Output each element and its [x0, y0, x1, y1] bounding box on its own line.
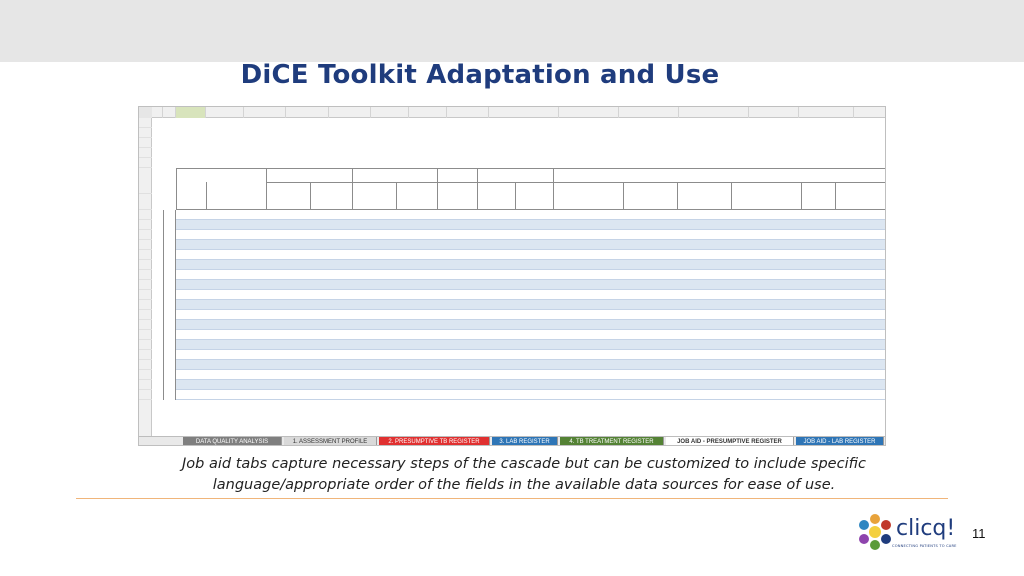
table-cell: [623, 240, 673, 250]
table-cell: [553, 210, 619, 220]
data-row-band: [176, 330, 886, 340]
table-cell: [310, 280, 348, 290]
clicq-logo: [856, 513, 966, 553]
table-cell: [677, 240, 727, 250]
table-cell: [310, 220, 348, 230]
table-cell: [731, 290, 797, 300]
column-header-j: [447, 107, 489, 118]
data-row-band: [176, 380, 886, 390]
table-cell: [731, 280, 797, 290]
table-cell: [835, 220, 883, 230]
table-cell: [515, 220, 549, 230]
table-cell: [677, 220, 727, 230]
row-header-23: [139, 360, 152, 370]
sheet-tabs: [139, 436, 886, 446]
column-label-9: [515, 182, 553, 210]
table-cell: [206, 270, 242, 280]
table-cell: [731, 220, 797, 230]
table-cell: [352, 220, 392, 230]
table-cell: [266, 300, 306, 310]
row-header-11: [139, 240, 152, 250]
table-cell: [623, 230, 673, 240]
table-cell: [553, 310, 619, 320]
table-cell: [437, 290, 473, 300]
column-label-14: [801, 182, 835, 210]
table-cell: [515, 250, 549, 260]
table-cell: [515, 260, 549, 270]
table-cell: [623, 300, 673, 310]
table-cell: [352, 320, 392, 330]
table-cell: [310, 270, 348, 280]
column-header-g: [329, 107, 371, 118]
table-cell: [396, 300, 433, 310]
caption-line-2: language/appropriate order of the fields in the available data sources for ease of use.: [212, 477, 836, 493]
table-cell: [477, 230, 511, 240]
table-cell: [206, 310, 242, 320]
table-cell: [266, 230, 306, 240]
table-cell: [477, 260, 511, 270]
table-cell: [396, 310, 433, 320]
table-cell: [801, 320, 831, 330]
column-label-11: [623, 182, 677, 210]
column-label-12: [677, 182, 731, 210]
table-cell: [801, 280, 831, 290]
data-row-band: [176, 390, 886, 400]
table-cell: [206, 210, 242, 220]
table-cell: [206, 230, 242, 240]
sheet-tab-7[interactable]: JOB AID - LAB REGISTER: [796, 437, 884, 446]
table-cell: [206, 300, 242, 310]
table-cell: [731, 320, 797, 330]
table-cell: [396, 230, 433, 240]
table-cell: [623, 220, 673, 230]
row-header-16: [139, 290, 152, 300]
table-cell: [835, 230, 883, 240]
spreadsheet-screenshot: [138, 106, 886, 446]
table-cell: [266, 210, 306, 220]
table-cell: [477, 270, 511, 280]
table-cell: [176, 290, 204, 300]
table-cell: [623, 280, 673, 290]
column-header-m: [619, 107, 679, 118]
table-cell: [835, 240, 883, 250]
table-cell: [206, 260, 242, 270]
table-cell: [206, 280, 242, 290]
sheet-tab-1[interactable]: DATA QUALITY ANALYSIS: [183, 437, 282, 446]
table-cell: [176, 320, 204, 330]
table-cell: [731, 260, 797, 270]
table-cell: [835, 280, 883, 290]
select-all-corner: [139, 107, 152, 118]
table-cell: [437, 270, 473, 280]
table-cell: [515, 240, 549, 250]
row-header-19: [139, 320, 152, 330]
row-header-22: [139, 350, 152, 360]
table-cell: [176, 240, 204, 250]
table-cell: [266, 250, 306, 260]
table-cell: [176, 250, 204, 260]
table-cell: [352, 260, 392, 270]
row-header-4: [139, 148, 152, 158]
table-cell: [515, 230, 549, 240]
table-cell: [623, 210, 673, 220]
column-label-3: [266, 182, 310, 210]
table-cell: [437, 260, 473, 270]
table-cell: [801, 220, 831, 230]
data-row-band: [176, 370, 886, 380]
table-cell: [835, 290, 883, 300]
data-row-band: [176, 340, 886, 350]
table-cell: [515, 320, 549, 330]
table-cell: [835, 210, 883, 220]
table-cell: [553, 260, 619, 270]
table-cell: [176, 350, 204, 360]
table-cell: [515, 210, 549, 220]
table-cell: [835, 310, 883, 320]
row-header-12: [139, 250, 152, 260]
row-header-3: [139, 138, 152, 148]
table-cell: [477, 210, 511, 220]
table-cell: [801, 310, 831, 320]
table-cell: [731, 210, 797, 220]
table-cell: [310, 260, 348, 270]
column-label-5: [352, 182, 396, 210]
column-label-13: [731, 182, 801, 210]
table-cell: [477, 300, 511, 310]
table-cell: [623, 260, 673, 270]
table-cell: [266, 270, 306, 280]
table-cell: [396, 280, 433, 290]
data-row-band: [176, 360, 886, 370]
table-cell: [206, 250, 242, 260]
table-cell: [396, 270, 433, 280]
table-cell: [310, 210, 348, 220]
sheet-tab-5[interactable]: 4. TB TREATMENT REGISTER: [560, 437, 664, 446]
table-cell: [835, 320, 883, 330]
table-cell: [553, 290, 619, 300]
table-cell: [206, 290, 242, 300]
table-cell: [801, 300, 831, 310]
table-cell: [310, 290, 348, 300]
logo-tagline: CONNECTING PATIENTS TO CARE: [892, 544, 957, 548]
ellipsis-label: [166, 291, 175, 311]
table-cell: [623, 290, 673, 300]
sheet-tab-2[interactable]: 1. ASSESSMENT PROFILE: [284, 437, 377, 446]
table-cell: [352, 280, 392, 290]
table-cell: [310, 310, 348, 320]
column-label-2: [206, 182, 244, 210]
time-period-one-label: [165, 202, 174, 268]
table-cell: [266, 220, 306, 230]
table-cell: [352, 210, 392, 220]
table-cell: [835, 260, 883, 270]
table-cell: [801, 270, 831, 280]
table-cell: [352, 290, 392, 300]
table-cell: [266, 260, 306, 270]
table-cell: [266, 320, 306, 330]
table-cell: [310, 250, 348, 260]
top-banner: [0, 0, 1024, 62]
table-cell: [437, 220, 473, 230]
column-header-p: [799, 107, 854, 118]
table-cell: [477, 280, 511, 290]
table-cell: [477, 250, 511, 260]
table-cell: [801, 240, 831, 250]
row-headers: [139, 118, 152, 437]
table-cell: [731, 300, 797, 310]
table-cell: [515, 270, 549, 280]
table-cell: [396, 260, 433, 270]
row-header-17: [139, 300, 152, 310]
column-label-8: [477, 182, 515, 210]
table-cell: [176, 230, 204, 240]
table-cell: [437, 240, 473, 250]
table-cell: [677, 250, 727, 260]
table-cell: [835, 250, 883, 260]
table-cell: [731, 240, 797, 250]
group-header-xpert: [553, 168, 886, 182]
column-header-e: [244, 107, 286, 118]
table-cell: [352, 250, 392, 260]
table-cell: [437, 250, 473, 260]
table-cell: [437, 320, 473, 330]
table-cell: [553, 320, 619, 330]
table-cell: [801, 230, 831, 240]
table-cell: [677, 320, 727, 330]
slide-title: DiCE Toolkit Adaptation and Use: [240, 60, 720, 90]
table-cell: [310, 240, 348, 250]
table-cell: [266, 310, 306, 320]
page-number: 11: [972, 526, 986, 541]
column-header-i: [409, 107, 447, 118]
table-cell: [437, 210, 473, 220]
table-cell: [553, 230, 619, 240]
table-cell: [176, 210, 204, 220]
table-cell: [677, 310, 727, 320]
row-header-13: [139, 260, 152, 270]
group-header-smear: [477, 168, 553, 182]
table-cell: [553, 280, 619, 290]
table-cell: [515, 310, 549, 320]
slide-caption: [120, 454, 928, 496]
row-header-5: [139, 158, 152, 168]
table-cell: [677, 260, 727, 270]
table-cell: [477, 220, 511, 230]
table-cell: [396, 220, 433, 230]
row-header-26: [139, 390, 152, 400]
column-label-1: [176, 182, 206, 210]
column-label-7: [437, 182, 477, 210]
table-cell: [176, 330, 204, 340]
table-cell: [623, 250, 673, 260]
group-header-sex: [352, 168, 437, 182]
time-period-two-label: [165, 316, 174, 382]
table-cell: [677, 270, 727, 280]
table-cell: [266, 290, 306, 300]
column-headers: [139, 107, 886, 118]
table-cell: [352, 230, 392, 240]
caption-line-1: Job aid tabs capture necessary steps of the cascade but can be customized to include specific: [182, 456, 866, 472]
table-cell: [515, 290, 549, 300]
table-cell: [352, 310, 392, 320]
table-cell: [731, 310, 797, 320]
table-cell: [731, 270, 797, 280]
column-header-o: [749, 107, 799, 118]
table-cell: [310, 320, 348, 330]
column-header-n: [679, 107, 749, 118]
column-header-a: [152, 107, 163, 118]
table-cell: [623, 270, 673, 280]
table-cell: [266, 280, 306, 290]
row-header-25: [139, 380, 152, 390]
row-header-15: [139, 280, 152, 290]
table-cell: [553, 250, 619, 260]
column-label-15: [835, 182, 886, 210]
table-cell: [352, 270, 392, 280]
row-header-10: [139, 230, 152, 240]
table-cell: [553, 220, 619, 230]
table-cell: [801, 250, 831, 260]
table-cell: [677, 210, 727, 220]
table-cell: [677, 230, 727, 240]
table-cell: [396, 210, 433, 220]
row-header-6: [139, 168, 152, 194]
row-header-1: [139, 118, 152, 128]
table-cell: [176, 360, 204, 370]
group-header-specimen: [437, 168, 477, 182]
table-cell: [477, 290, 511, 300]
table-cell: [801, 290, 831, 300]
table-cell: [352, 300, 392, 310]
table-cell: [835, 270, 883, 280]
table-cell: [396, 250, 433, 260]
table-cell: [437, 280, 473, 290]
table-cell: [553, 270, 619, 280]
table-cell: [801, 260, 831, 270]
table-cell: [835, 300, 883, 310]
table-cell: [176, 340, 204, 350]
row-header-24: [139, 370, 152, 380]
table-cell: [623, 320, 673, 330]
table-cell: [266, 240, 306, 250]
table-cell: [437, 310, 473, 320]
table-cell: [677, 300, 727, 310]
row-header-8: [139, 210, 152, 220]
table-cell: [176, 220, 204, 230]
row-header-7: [139, 194, 152, 210]
table-cell: [731, 230, 797, 240]
table-cell: [396, 320, 433, 330]
table-cell: [553, 240, 619, 250]
sheet-tab-6[interactable]: JOB AID - PRESUMPTIVE REGISTER: [666, 437, 794, 446]
table-cell: [352, 240, 392, 250]
data-row-band: [176, 350, 886, 360]
row-header-14: [139, 270, 152, 280]
table-cell: [553, 300, 619, 310]
table-cell: [176, 260, 204, 270]
group-header-age: [266, 168, 352, 182]
table-cell: [176, 390, 204, 400]
column-header-d: [206, 107, 244, 118]
column-label-10: [553, 182, 623, 210]
column-header-k: [489, 107, 559, 118]
table-cell: [206, 220, 242, 230]
logo-flower-icon: [856, 513, 894, 551]
logo-wordmark: clicq!: [896, 516, 956, 541]
table-cell: [206, 320, 242, 330]
table-cell: [437, 230, 473, 240]
table-cell: [310, 230, 348, 240]
sheet-tab-4[interactable]: 3. LAB REGISTER: [492, 437, 558, 446]
table-cell: [677, 280, 727, 290]
column-header-f: [286, 107, 329, 118]
table-cell: [623, 310, 673, 320]
table-cell: [677, 290, 727, 300]
row-header-9: [139, 220, 152, 230]
table-cell: [176, 370, 204, 380]
table-cell: [437, 300, 473, 310]
table-cell: [206, 240, 242, 250]
table-cell: [176, 280, 204, 290]
table-cell: [396, 240, 433, 250]
row-header-20: [139, 330, 152, 340]
column-label-4: [310, 182, 352, 210]
divider-rule: [76, 498, 948, 499]
row-header-21: [139, 340, 152, 350]
table-cell: [477, 320, 511, 330]
table-cell: [477, 310, 511, 320]
table-cell: [477, 240, 511, 250]
sheet-tab-3[interactable]: 2. PRESUMPTIVE TB REGISTER: [379, 437, 490, 446]
table-cell: [176, 310, 204, 320]
row-header-18: [139, 310, 152, 320]
row-header-2: [139, 128, 152, 138]
table-cell: [731, 250, 797, 260]
column-header-h: [371, 107, 409, 118]
table-cell: [515, 280, 549, 290]
column-header-c: [176, 107, 206, 118]
column-header-b: [163, 107, 176, 118]
column-label-6: [396, 182, 437, 210]
table-cell: [176, 270, 204, 280]
table-cell: [176, 380, 204, 390]
table-cell: [310, 300, 348, 310]
table-cell: [515, 300, 549, 310]
table-cell: [801, 210, 831, 220]
column-header-l: [559, 107, 619, 118]
table-cell: [176, 300, 204, 310]
table-cell: [396, 290, 433, 300]
